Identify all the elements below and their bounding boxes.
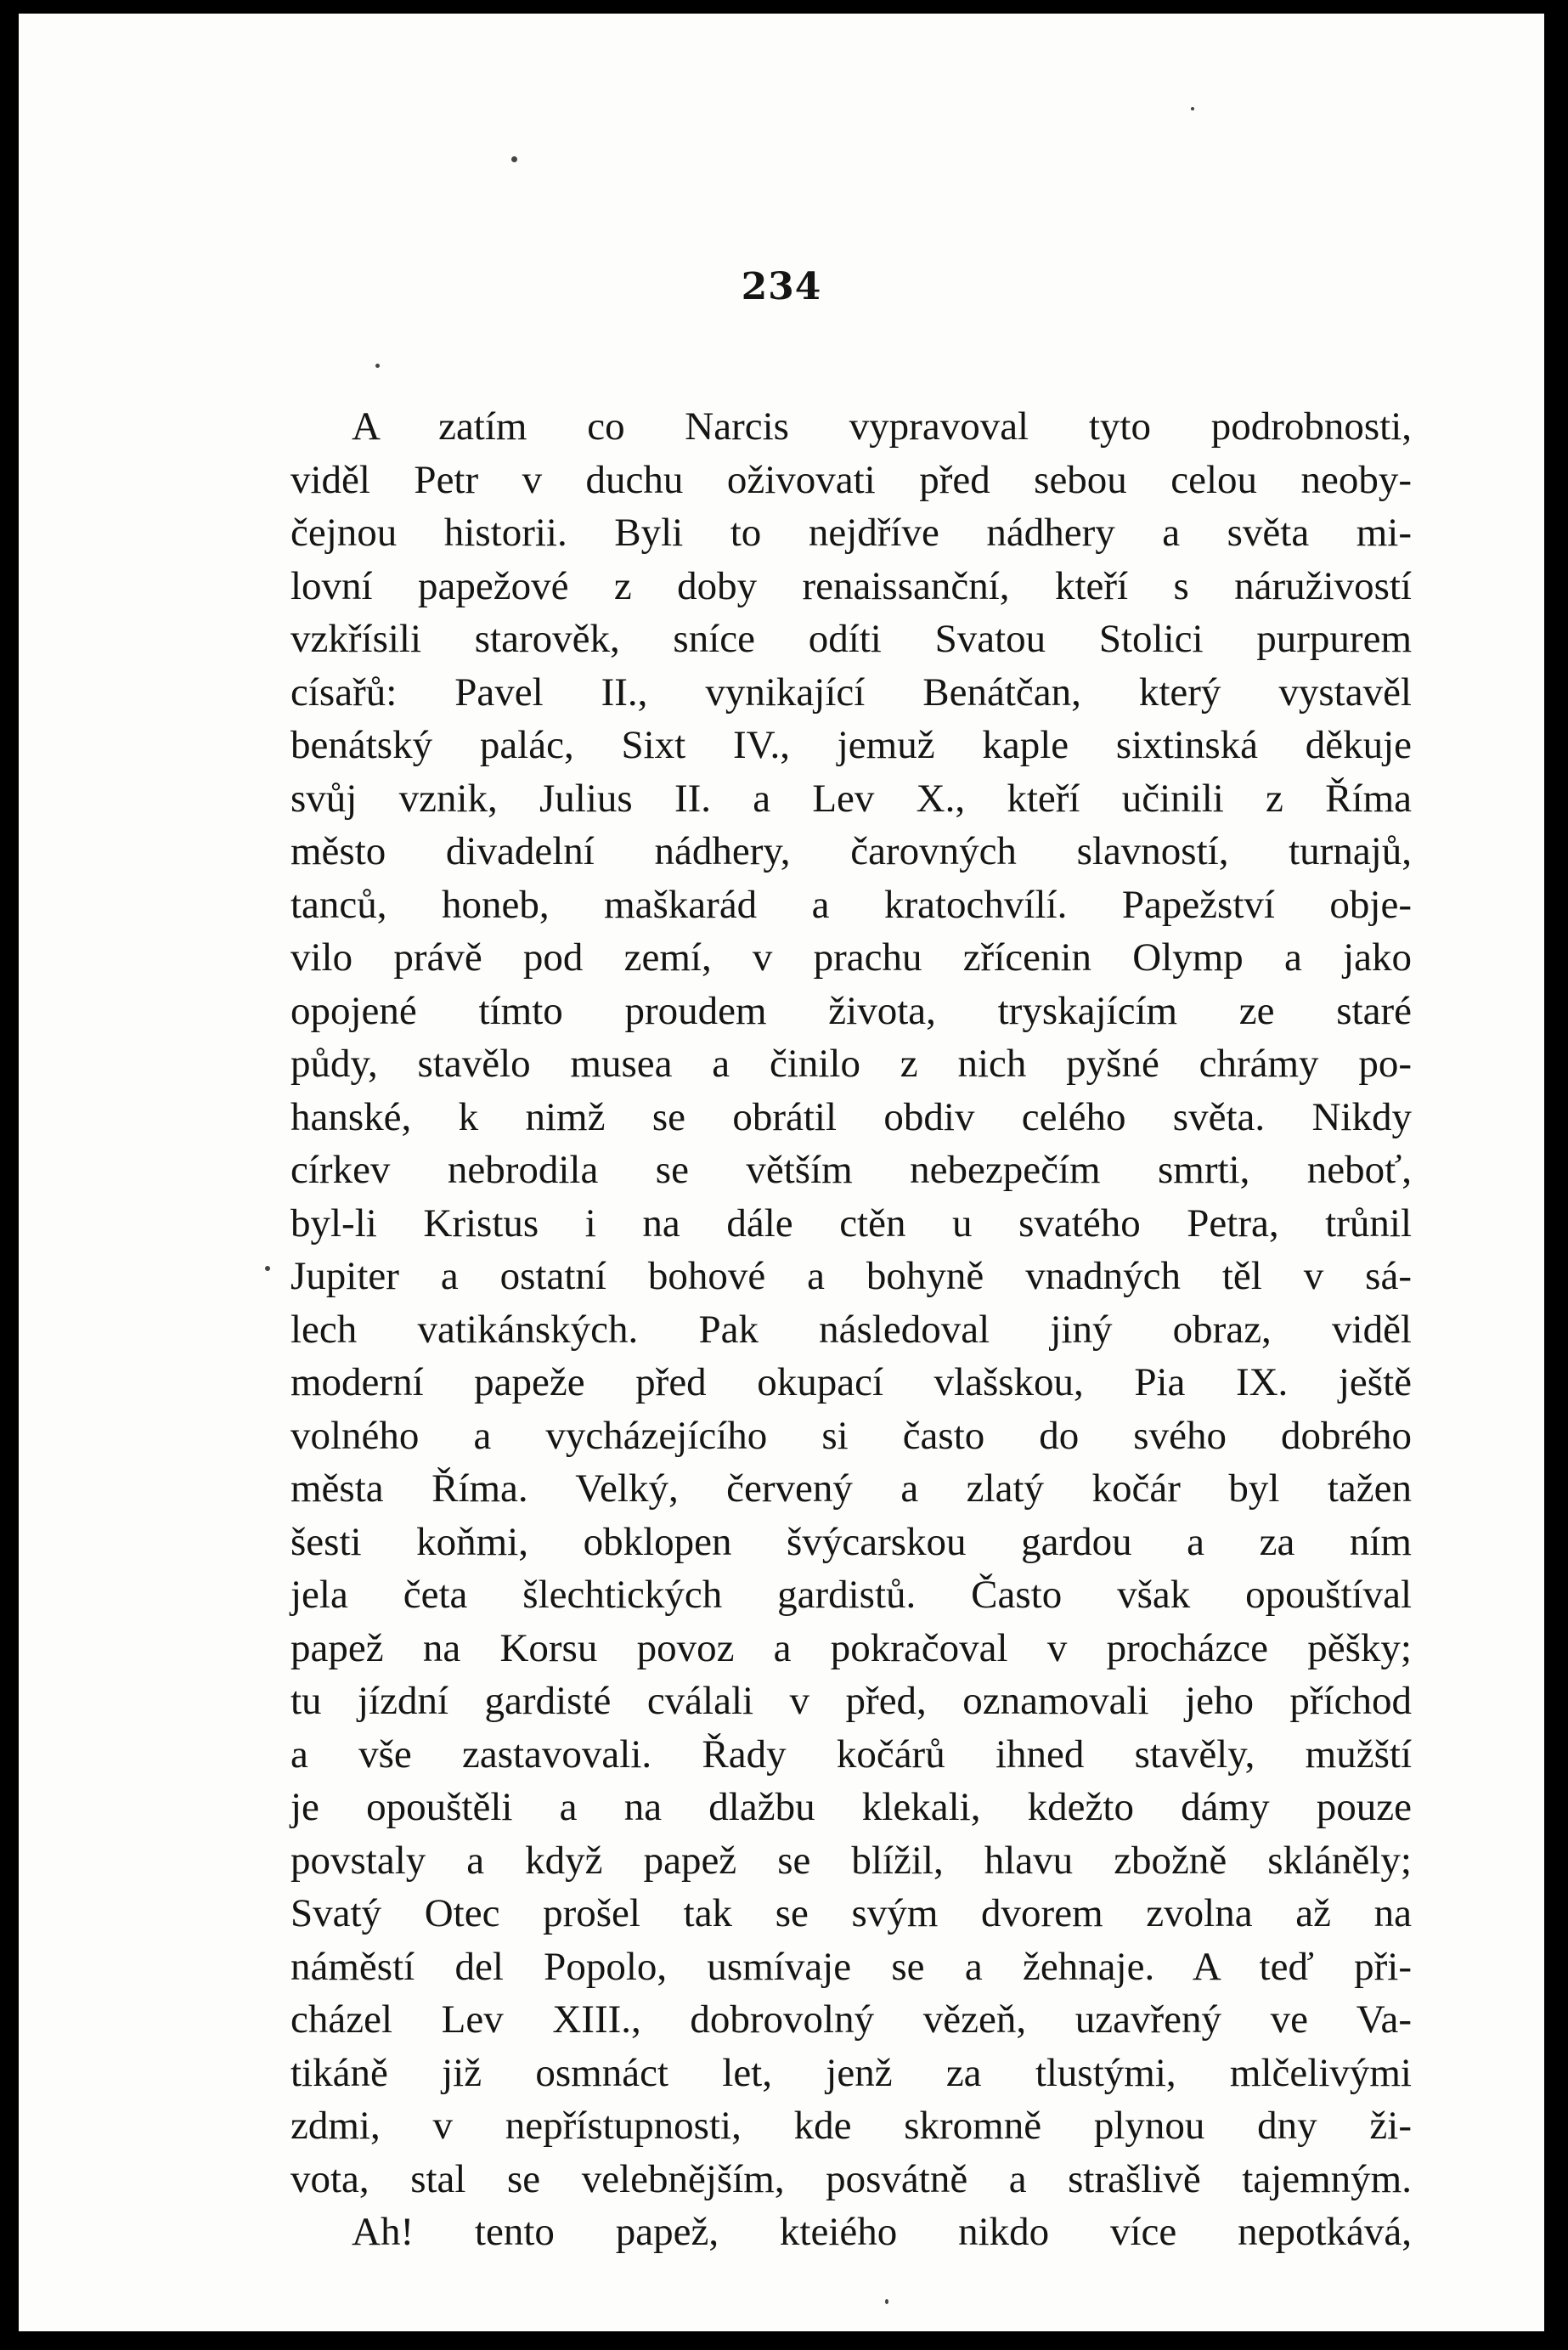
text-line: města Říma. Velký, červený a zlatý kočár byl tažen: [290, 1466, 1412, 1511]
text-line: Jupiter a ostatní bohové a bohyně vnadných těl v sá-: [290, 1254, 1412, 1298]
text-line: císařů: Pavel II., vynikající Benátčan, který vystavěl: [290, 669, 1412, 715]
text-line: Svatý Otec prošel tak se svým dvorem zvolna až na: [290, 1891, 1412, 1935]
text-line: A zatím co Narcis vypravoval tyto podrobnosti,: [352, 404, 1412, 449]
text-line: vilo právě pod zemí, v prachu zřícenin Olymp a jako: [290, 935, 1412, 980]
scan-speck: [375, 364, 380, 368]
text-line: moderní papeže před okupací vlašskou, Pia IX. ještě: [290, 1360, 1412, 1404]
text-line: tu jízdní gardisté cválali v před, oznamovali jeho příchod: [290, 1679, 1412, 1723]
text-line: viděl Petr v duchu oživovati před sebou celou neoby-: [290, 457, 1412, 502]
text-line: město divadelní nádhery, čarovných slavností, turnajů,: [290, 829, 1412, 873]
scan-speck: [511, 156, 517, 162]
text-line: náměstí del Popolo, usmívaje se a žehnaje. A teď při-: [290, 1944, 1412, 1989]
text-line: tanců, honeb, maškarád a kratochvílí. Papežství obje-: [290, 882, 1412, 927]
text-line: půdy, stavělo musea a činilo z nich pyšné chrámy po-: [290, 1042, 1412, 1086]
text-line: byl-li Kristus i na dále ctěn u svatého Petra, trůnil: [290, 1200, 1412, 1246]
text-line: a vše zastavovali. Řady kočárů ihned stavěly, mužští: [290, 1731, 1412, 1777]
page-number: 234: [741, 265, 822, 308]
text-line: čejnou historii. Byli to nejdříve nádhery a světa mi-: [290, 511, 1412, 555]
text-line: vota, stal se velebnějším, posvátně a strašlivě tajemným.: [290, 2156, 1412, 2201]
text-line: benátský palác, Sixt IV., jemuž kaple sixtinská děkuje: [290, 723, 1412, 767]
text-line: je opouštěli a na dlažbu klekali, kdežto dámy pouze: [290, 1785, 1412, 1829]
text-line: opojené tímto proudem života, tryskajícím ze staré: [290, 988, 1412, 1033]
book-page: [19, 14, 1544, 2331]
text-line: povstaly a když papež se blížil, hlavu zbožně skláněly;: [290, 1838, 1412, 1883]
text-line: papež na Korsu povoz a pokračoval v procházce pěšky;: [290, 1625, 1412, 1670]
scan-speck: [885, 2299, 888, 2304]
text-line: Ah! tento papež, kteiého nikdo více nepotkává,: [352, 2210, 1412, 2254]
text-line: tikáně již osmnáct let, jenž za tlustými, mlčelivými: [290, 2050, 1412, 2095]
text-line: cházel Lev XIII., dobrovolný vězeň, uzavřený ve Va-: [290, 1997, 1412, 2042]
scan-speck: [1191, 107, 1194, 110]
text-line: lovní papežové z doby renaissanční, kteří s náruživostí: [290, 563, 1412, 608]
text-line: šesti koňmi, obklopen švýcarskou gardou a za ním: [290, 1519, 1412, 1564]
body-text: [290, 400, 1412, 2259]
text-line: církev nebrodila se větším nebezpečím smrti, neboť,: [290, 1148, 1412, 1192]
text-line: svůj vznik, Julius II. a Lev X., kteří učinili z Říma: [290, 776, 1412, 821]
text-line: vzkřísili starověk, sníce odíti Svatou Stolici purpurem: [290, 617, 1412, 661]
text-line: zdmi, v nepřístupnosti, kde skromně plynou dny ži-: [290, 2104, 1412, 2148]
text-line: hanské, k nimž se obrátil obdiv celého světa. Nikdy: [290, 1094, 1412, 1139]
text-line: lech vatikánských. Pak následoval jiný obraz, viděl: [290, 1307, 1412, 1352]
text-line: jela četa šlechtických gardistů. Často však opouštíval: [290, 1573, 1412, 1617]
text-line: volného a vycházejícího si často do svého dobrého: [290, 1413, 1412, 1458]
scan-speck: [265, 1266, 270, 1271]
